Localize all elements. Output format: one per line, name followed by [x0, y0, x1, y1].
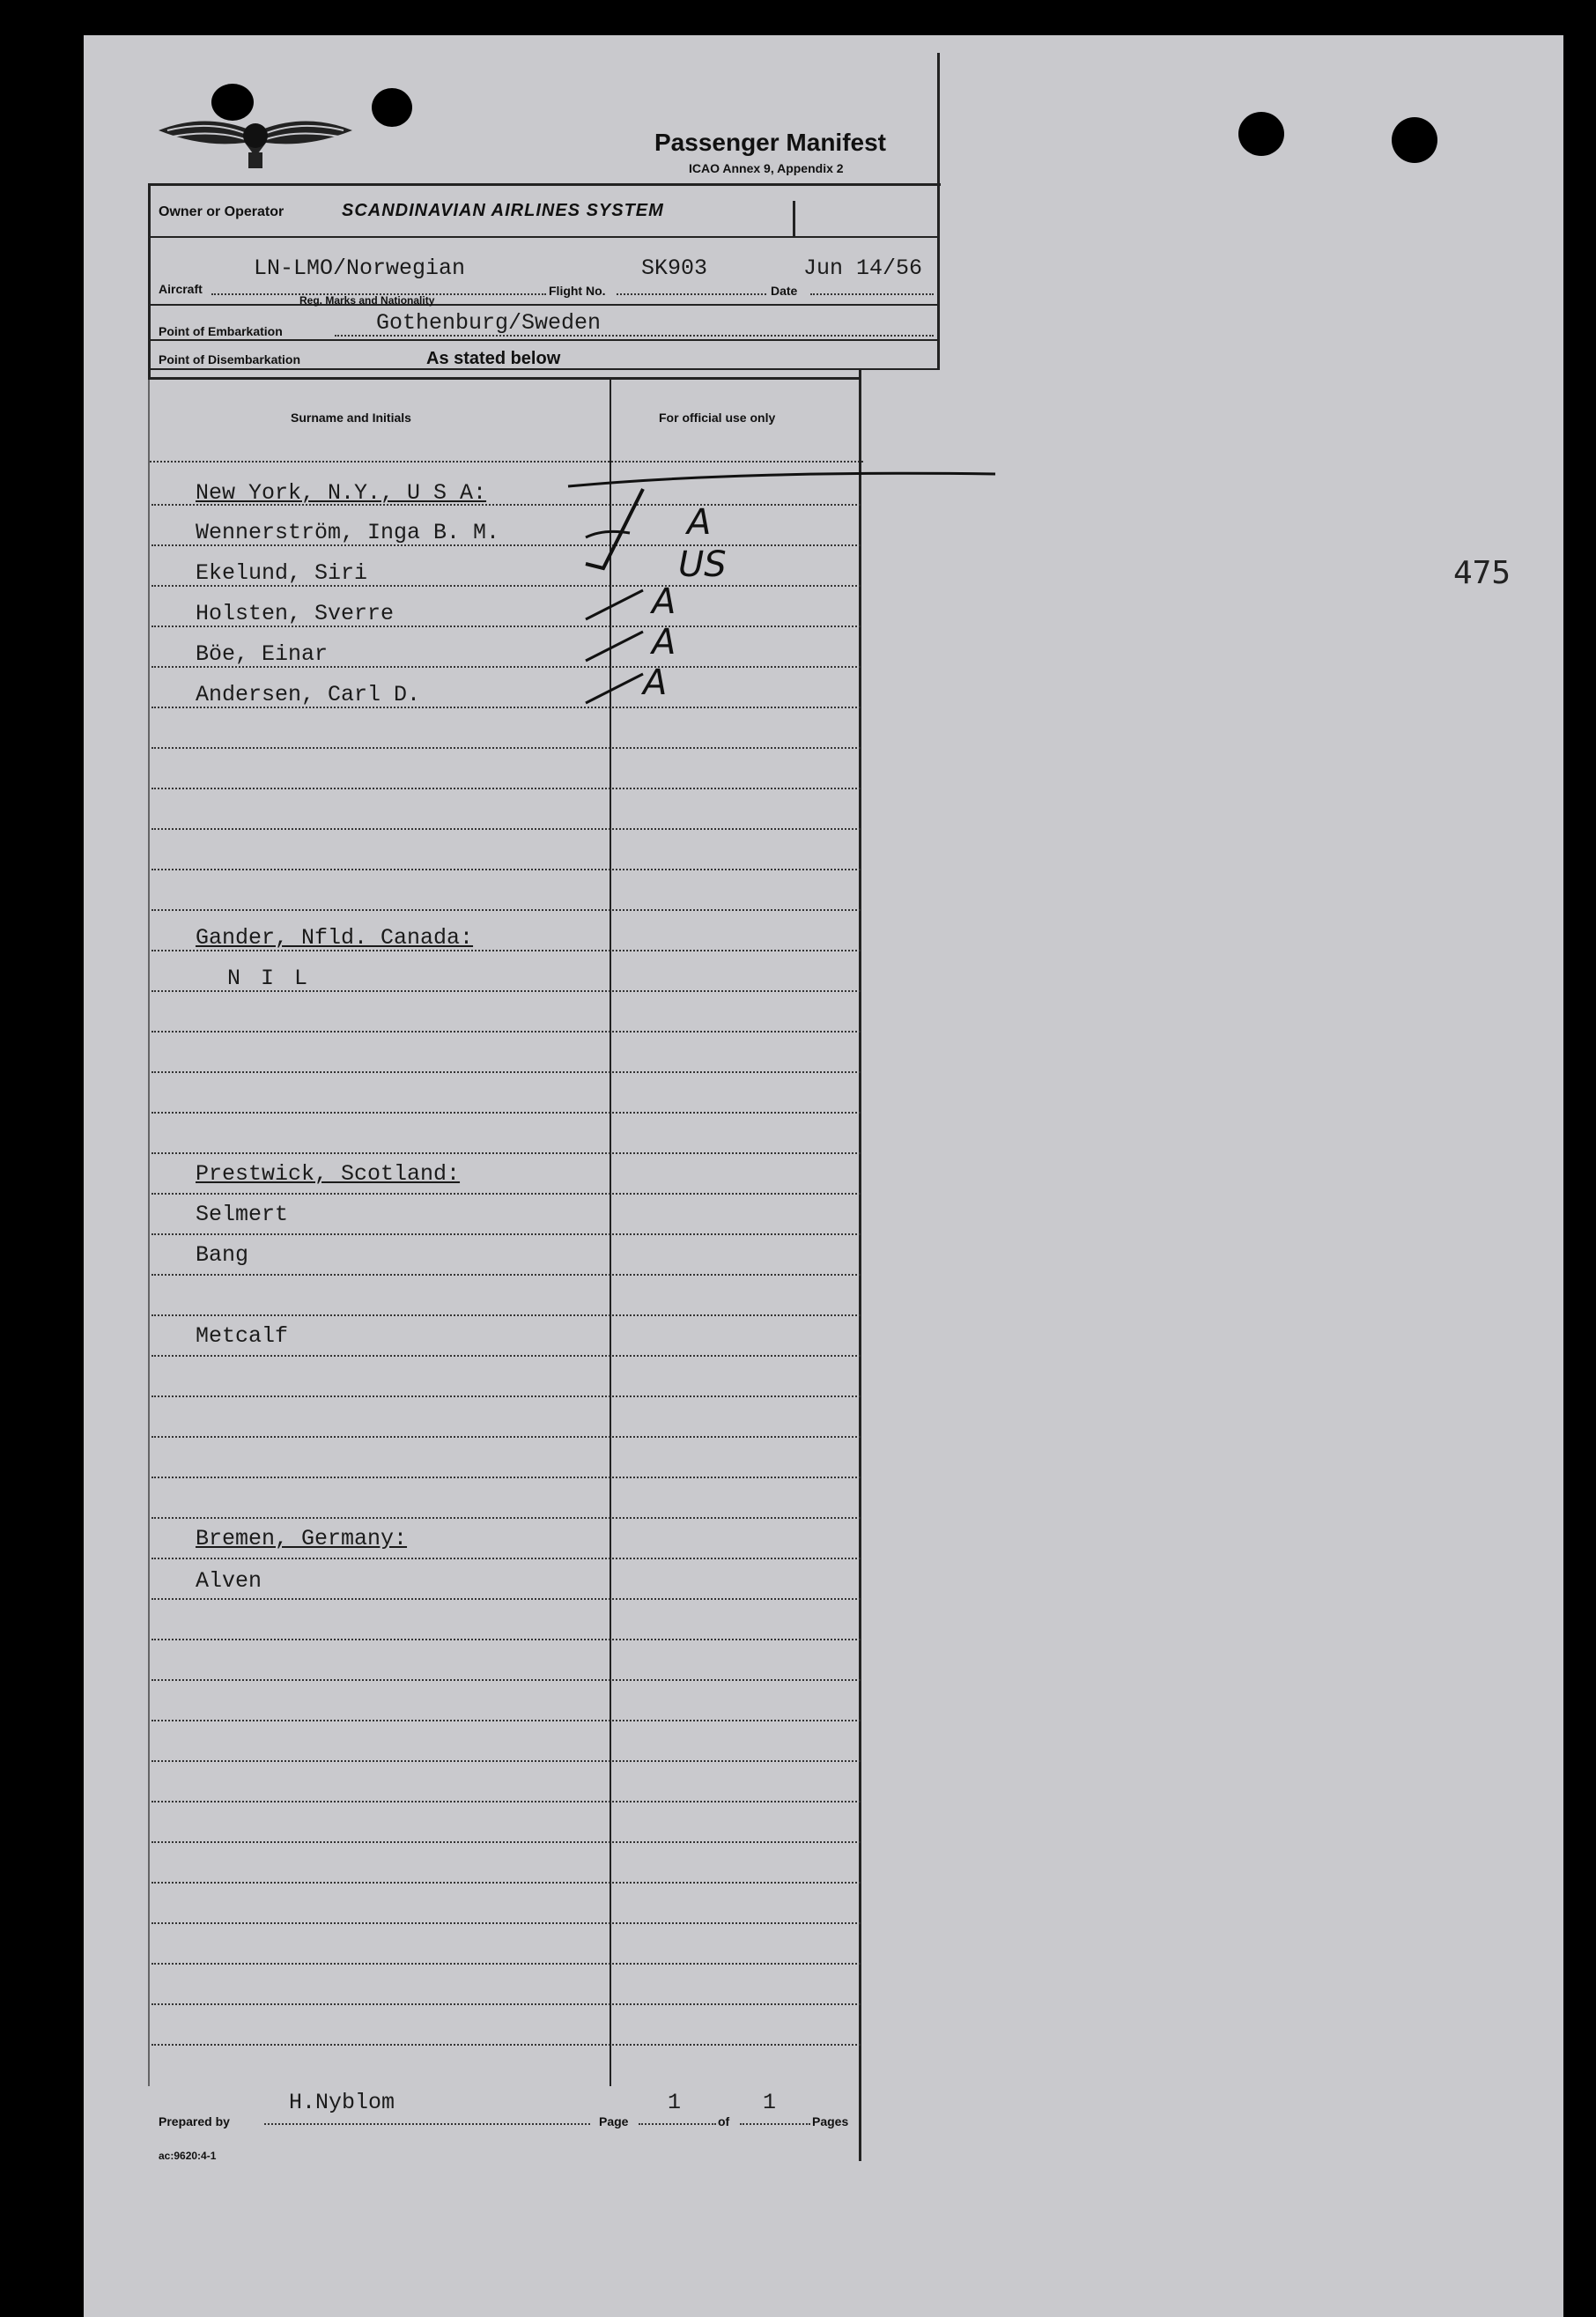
handwritten-check-mark [577, 480, 683, 577]
form-divider [148, 304, 939, 306]
ruled-row-line [151, 1517, 861, 1519]
ruled-row-line [151, 1233, 861, 1235]
handwritten-slash [581, 627, 652, 663]
sas-viking-logo [150, 104, 361, 179]
passenger-name: Holsten, Sverre [196, 601, 395, 626]
ruled-row-line [151, 1274, 861, 1276]
flight-value: SK903 [641, 255, 708, 281]
passenger-name: Andersen, Carl D. [196, 682, 421, 707]
aircraft-value: LN-LMO/Norwegian [254, 255, 466, 281]
handwritten-slash [581, 586, 652, 621]
page-value: 1 [668, 2090, 682, 2115]
ruled-row-line [151, 1395, 861, 1397]
form-divider [148, 236, 939, 238]
ruled-row-line [151, 828, 861, 830]
handwritten-a: A [652, 581, 676, 622]
form-border-left [148, 183, 151, 377]
owner-label: Owner or Operator [159, 204, 284, 219]
embarkation-value: Gothenburg/Sweden [376, 310, 602, 336]
ruled-row-line [151, 788, 861, 789]
date-dotted-line [810, 293, 934, 295]
of-dotted-line [740, 2123, 810, 2125]
ruled-row-line [151, 1598, 861, 1600]
passenger-name: Alven [196, 1568, 262, 1594]
section-heading-gander: Gander, Nfld. Canada: [196, 925, 474, 951]
ruled-row-line [151, 1314, 861, 1316]
date-label: Date [771, 284, 798, 298]
handwritten-a: A [643, 663, 668, 703]
embarkation-dotted-line [335, 335, 934, 337]
ruled-row-line [151, 1193, 861, 1195]
aircraft-sublabel: Reg. Marks and Nationality [299, 294, 435, 307]
passenger-name: Böe, Einar [196, 641, 329, 667]
passenger-name: Metcalf [196, 1323, 289, 1349]
ruled-row-line [151, 1801, 861, 1803]
date-value: Jun 14/56 [803, 255, 923, 281]
ruled-row-line [151, 1477, 861, 1478]
ruled-row-line [151, 2044, 861, 2046]
handwritten-slash [581, 670, 652, 705]
disembarkation-label: Point of Disembarkation [159, 352, 301, 366]
pages-label: Pages [812, 2114, 849, 2128]
page-number: 475 [1453, 555, 1511, 591]
punch-hole [372, 88, 412, 127]
ruled-row-line [151, 1031, 861, 1033]
ruled-row-line [151, 1436, 861, 1438]
embarkation-label: Point of Embarkation [159, 324, 283, 338]
prepared-by-label: Prepared by [159, 2114, 230, 2128]
punch-hole [1392, 117, 1437, 163]
ruled-row-line [151, 747, 861, 749]
handwritten-a: A [687, 502, 712, 543]
ruled-row-line [151, 909, 861, 911]
passenger-name: N I L [227, 966, 312, 991]
ruled-row-line [151, 1639, 861, 1640]
table-border-left [148, 377, 150, 2086]
ruled-row-line [151, 1355, 861, 1357]
form-code: ac:9620:4-1 [159, 2150, 217, 2162]
owner-value: SCANDINAVIAN AIRLINES SYSTEM [342, 201, 664, 220]
manifest-title: Passenger Manifest [654, 129, 886, 156]
table-border-right [859, 368, 861, 2161]
aircraft-label: Aircraft [159, 282, 203, 296]
manifest-subtitle: ICAO Annex 9, Appendix 2 [689, 161, 844, 175]
section-heading-new-york: New York, N.Y., U S A: [196, 480, 487, 506]
ruled-row-line [151, 1679, 861, 1681]
form-divider [148, 339, 939, 341]
passenger-name: Ekelund, Siri [196, 560, 368, 586]
disembarkation-value: As stated below [426, 349, 561, 368]
ruled-row-line [151, 1152, 861, 1154]
section-heading-bremen: Bremen, Germany: [196, 1526, 408, 1551]
form-border-top [148, 183, 941, 186]
owner-tick [793, 201, 795, 236]
column-header-official: For official use only [659, 411, 776, 425]
ruled-row-line [151, 1720, 861, 1721]
passenger-name: Selmert [196, 1202, 289, 1227]
ruled-row-line [151, 2003, 861, 2005]
form-border-right [937, 53, 940, 370]
flight-label: Flight No. [549, 284, 606, 298]
handwritten-us: US [678, 544, 727, 585]
page-label: Page [599, 2114, 629, 2128]
ruled-row-line [151, 1558, 861, 1559]
ruled-row-line [151, 1760, 861, 1762]
ruled-row-line [151, 869, 861, 870]
ruled-row-line [151, 1112, 861, 1114]
prepared-by-value: H.Nyblom [289, 2090, 395, 2115]
of-label: of [718, 2114, 730, 2128]
form-divider [148, 377, 861, 380]
page-dotted-line [639, 2123, 716, 2125]
ruled-row-line [151, 1922, 861, 1924]
flight-dotted-line [617, 293, 766, 295]
of-value: 1 [763, 2090, 777, 2115]
passenger-name: Wennerström, Inga B. M. [196, 520, 500, 545]
ruled-row-line [151, 1071, 861, 1073]
handwritten-a: A [652, 622, 676, 663]
prepared-dotted-line [264, 2123, 590, 2125]
punch-hole [1238, 112, 1284, 156]
column-header-names: Surname and Initials [291, 411, 411, 425]
ruled-row-line [151, 1963, 861, 1965]
ruled-row-line [151, 1841, 861, 1843]
ruled-row-line [151, 1882, 861, 1884]
passenger-name: Bang [196, 1242, 249, 1268]
section-heading-prestwick: Prestwick, Scotland: [196, 1161, 461, 1187]
